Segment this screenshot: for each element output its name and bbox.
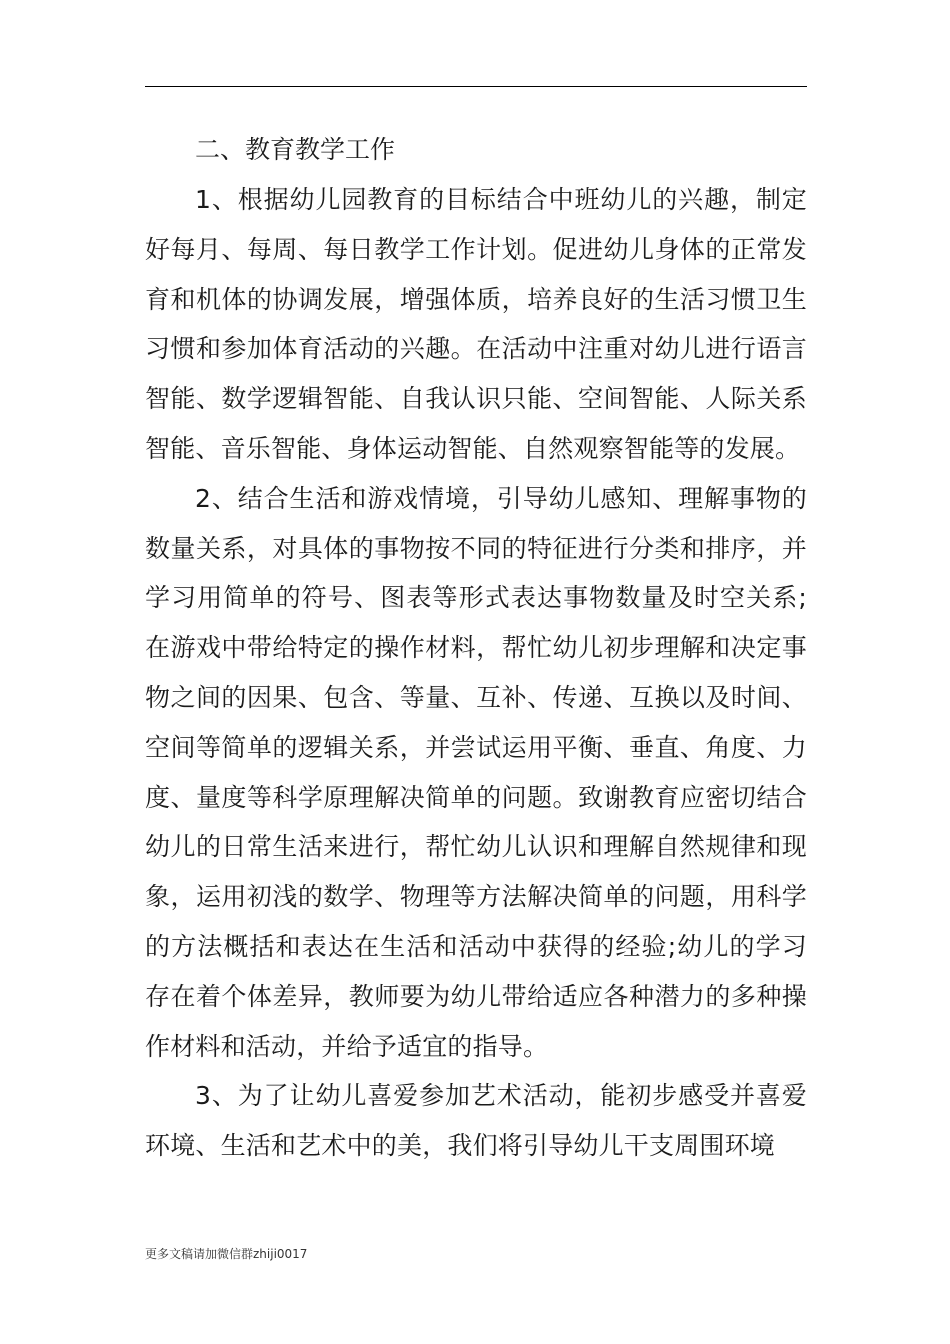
footer-note: 更多文稿请加微信群zhiji0017 [145, 1247, 308, 1261]
paragraph-1: 1、根据幼儿园教育的目标结合中班幼儿的兴趣，制定好每月、每周、每日教学工作计划。促进幼儿身体的正常发育和机体的协调发展，增强体质，培养良好的生活习惯卫生习惯和参加体育活动的兴趣。在活动中注重对幼儿进行语言智能、数学逻辑智能、自我认识只能、空间智能、人际关系智能、音乐智能、身体运动智能、自然观察智能等的发展。 [145, 185, 807, 463]
paragraph-2: 2、结合生活和游戏情境，引导幼儿感知、理解事物的数量关系，对具体的事物按不同的特征进行分类和排序，并学习用简单的符号、图表等形式表达事物数量及时空关系;在游戏中带给特定的操作材料，帮忙幼儿初步理解和决定事物之间的因果、包含、等量、互补、传递、互换以及时间、空间等简单的逻辑关系，并尝试运用平衡、垂直、角度、力度、量度等科学原理解决简单的问题。致谢教育应密切结合幼儿的日常生活来进行，帮忙幼儿认识和理解自然规律和现象，运用初浅的数学、物理等方法解决简单的问题，用科学的方法概括和表达在生活和活动中获得的经验;幼儿的学习存在着个体差异，教师要为幼儿带给适应各种潜力的多种操作材料和活动，并给予适宜的指导。 [145, 483, 807, 1061]
paragraph-3: 3、为了让幼儿喜爱参加艺术活动，能初步感受并喜爱环境、生活和艺术中的美，我们将引导幼儿干支周围环境 [145, 1081, 807, 1161]
section-heading: 二、教育教学工作 [195, 135, 396, 164]
document-body [145, 125, 807, 1171]
header-rule [145, 86, 807, 87]
